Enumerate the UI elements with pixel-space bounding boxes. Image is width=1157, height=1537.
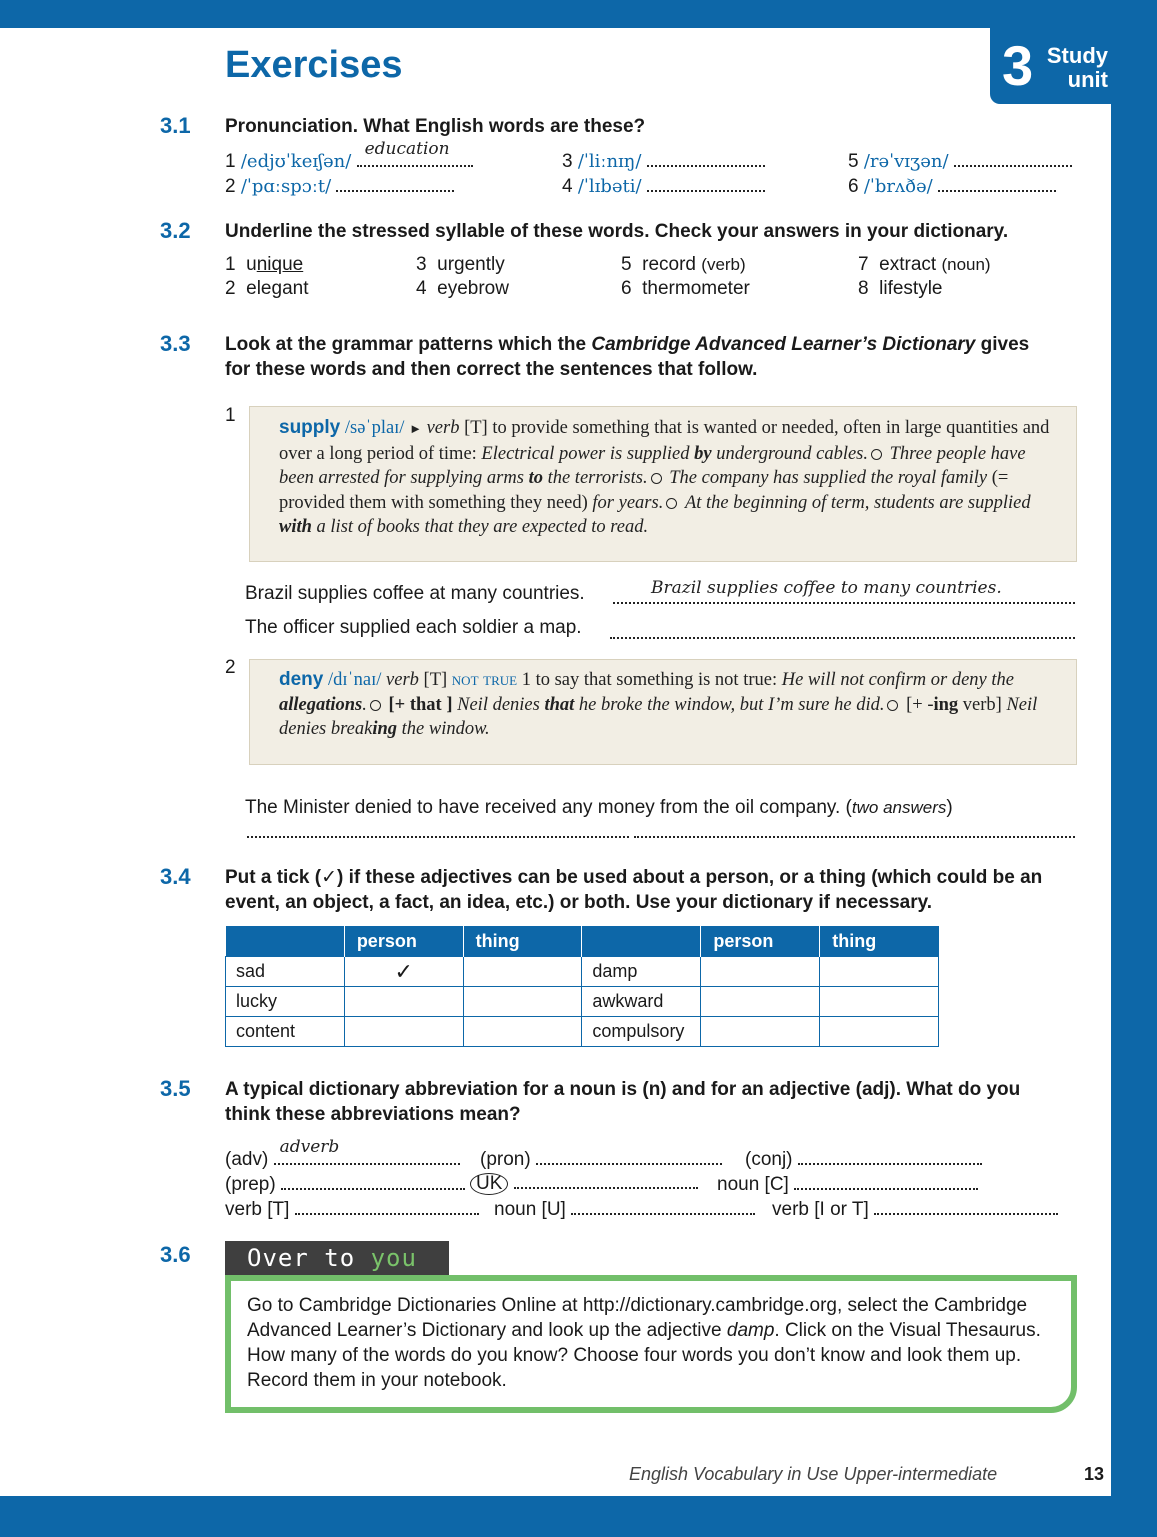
entry-number: 2 [225, 657, 236, 678]
stress-item: 3 urgently [416, 254, 505, 275]
answer-line[interactable] [794, 1172, 978, 1190]
exercise-instruction: A typical dictionary abbreviation for a noun is (n) and for an adjective (adj). What do you think these abbreviations mean? [225, 1079, 1021, 1125]
answer-line[interactable] [634, 822, 1075, 838]
answer-line[interactable] [247, 822, 629, 838]
tick-cell[interactable] [344, 1017, 463, 1047]
exercise-number: 3.2 [160, 218, 191, 243]
abbrev-item: UK [470, 1171, 698, 1195]
abbrev-item: noun [C] [717, 1172, 978, 1196]
bottom-border [0, 1496, 1157, 1537]
tick-cell[interactable] [820, 987, 939, 1017]
answer-line[interactable] [610, 621, 1075, 639]
tick-cell[interactable] [463, 1017, 582, 1047]
answer-line[interactable] [938, 174, 1056, 192]
answer-line[interactable] [336, 174, 454, 192]
stress-item: 2 elegant [225, 278, 309, 299]
entry-number: 1 [225, 405, 236, 426]
adjective-cell: sad [226, 957, 345, 987]
answer-line[interactable] [647, 149, 765, 167]
table-header: person [344, 926, 463, 957]
answer-line[interactable] [798, 1147, 982, 1165]
pron-item: 5 /rəˈvɪʒən/ [848, 149, 1072, 173]
table-header: person [701, 926, 820, 957]
abbrev-item: (prep) [225, 1172, 465, 1196]
top-border [0, 0, 1157, 28]
adjective-cell: awkward [582, 987, 701, 1017]
dictionary-entry-supply: supply /səˈplaɪ/ ► verb [T] to provide something that is wanted or needed, often in large quantities and over a long period of time: Electrical power is supplied by underground cables. Three people have been arrested for supplying arms to the terrorists. The company has supplied the royal family (= provided them with something they need) for years. At the beginning of term, students are supplied with a list of books that they are expected to read. [249, 406, 1077, 562]
exercise-number: 3.5 [160, 1076, 191, 1101]
adjective-cell: compulsory [582, 1017, 701, 1047]
unit-label: Study unit [1046, 43, 1108, 92]
tick-cell[interactable] [463, 987, 582, 1017]
pron-item: 6 /ˈbrʌðə/ [848, 174, 1056, 198]
table-row [226, 957, 939, 987]
tick-cell[interactable] [701, 957, 820, 987]
table-header [582, 926, 701, 957]
book-title: English Vocabulary in Use Upper-intermediate [629, 1464, 998, 1484]
adjective-table [225, 926, 939, 1047]
dictionary-entry-deny: deny /dɪˈnaɪ/ verb [T] not true 1 to say that something is not true: He will not confirm or deny the allegations. [+ that ] Neil denies that he broke the window, but I’m sure he did. [+ -ing verb] Neil denies breaking the window. [249, 659, 1077, 765]
table-header-row [226, 926, 939, 957]
right-border [1111, 0, 1157, 1537]
tick-cell[interactable] [463, 957, 582, 987]
table-header: thing [820, 926, 939, 957]
sentence-to-correct: Brazil supplies coffee at many countries. [245, 583, 585, 604]
answer-line[interactable] [514, 1171, 698, 1189]
stress-item: 8 lifestyle [858, 278, 943, 299]
answer-line[interactable] [281, 1172, 465, 1190]
pron-item: 2 /ˈpɑːspɔːt/ [225, 174, 454, 198]
sentence-to-correct: The Minister denied to have received any money from the oil company. (two answers) [245, 797, 953, 818]
abbrev-item: (conj) [745, 1147, 982, 1171]
exercise-number: 3.4 [160, 864, 191, 889]
exercise-number: 3.1 [160, 113, 191, 138]
pron-item: 4 /ˈlɪbəti/ [562, 174, 765, 198]
exercise-instruction: Pronunciation. What English words are these? [225, 116, 646, 137]
abbrev-item: verb [I or T] [772, 1197, 1058, 1221]
abbrev-item: noun [U] [494, 1197, 755, 1221]
tick-cell[interactable] [701, 987, 820, 1017]
over-to-you-box: Go to Cambridge Dictionaries Online at http://dictionary.cambridge.org, select the Cambridge Advanced Learner’s Dictionary and look up the adjective damp. Click on the Visual Thesaurus. How many of the words do you know? Choose four words you don’t know and look them up. Record them in your notebook. [225, 1275, 1077, 1413]
tick-cell[interactable] [820, 1017, 939, 1047]
answer-line[interactable]: education [357, 149, 473, 167]
adjective-cell: damp [582, 957, 701, 987]
answer-line[interactable]: adverb [274, 1147, 460, 1165]
unit-number: 3 [1002, 34, 1034, 97]
exercise-instruction: Underline the stressed syllable of these words. Check your answers in your dictionary. [225, 221, 1009, 242]
stress-item: 1 unique [225, 254, 304, 275]
answer-line[interactable]: Brazil supplies coffee to many countries. [613, 586, 1075, 604]
exercise-instruction: Look at the grammar patterns which the Cambridge Advanced Learner’s Dictionary gives for these words and then correct the sentences that follow. [225, 334, 1030, 380]
table-header: thing [463, 926, 582, 957]
exercise-number: 3.6 [160, 1242, 191, 1267]
answer-line[interactable] [954, 149, 1072, 167]
sentence-to-correct: The officer supplied each soldier a map. [245, 617, 582, 638]
answer-line[interactable] [571, 1197, 755, 1215]
stress-item: 4 eyebrow [416, 278, 509, 299]
exercise-number: 3.3 [160, 331, 191, 356]
adjective-cell: lucky [226, 987, 345, 1017]
adjective-cell: content [226, 1017, 345, 1047]
abbrev-item: (adv) adverb [225, 1147, 460, 1171]
answer-line[interactable] [647, 174, 765, 192]
pron-item: 1 /edjʊˈkeɪʃən/ education [225, 149, 473, 173]
answer-line[interactable] [874, 1197, 1058, 1215]
table-row [226, 1017, 939, 1047]
tick-cell[interactable] [701, 1017, 820, 1047]
answer-line[interactable] [536, 1147, 722, 1165]
tick-cell[interactable] [820, 957, 939, 987]
page-number: 13 [1084, 1464, 1105, 1484]
page-title: Exercises [225, 44, 403, 86]
answer-line[interactable] [295, 1197, 479, 1215]
stress-item: 7 extract (noun) [858, 254, 991, 275]
table-header [226, 926, 345, 957]
table-row [226, 987, 939, 1017]
abbrev-item: verb [T] [225, 1197, 479, 1221]
tick-cell[interactable] [344, 987, 463, 1017]
pron-item: 3 /ˈliːnɪŋ/ [562, 149, 765, 173]
unit-tab [990, 28, 1111, 104]
stress-item: 5 record (verb) [621, 254, 746, 275]
exercise-instruction: Put a tick (✓) if these adjectives can be used about a person, or a thing (which could be an event, an object, a fact, an idea, etc.) or both. Use your dictionary if necessary. [225, 867, 1043, 913]
abbrev-item: (pron) [480, 1147, 722, 1171]
tick-cell[interactable]: ✓ [344, 957, 463, 987]
over-to-you-tab: Over to you [225, 1241, 449, 1275]
stress-item: 6 thermometer [621, 278, 750, 299]
